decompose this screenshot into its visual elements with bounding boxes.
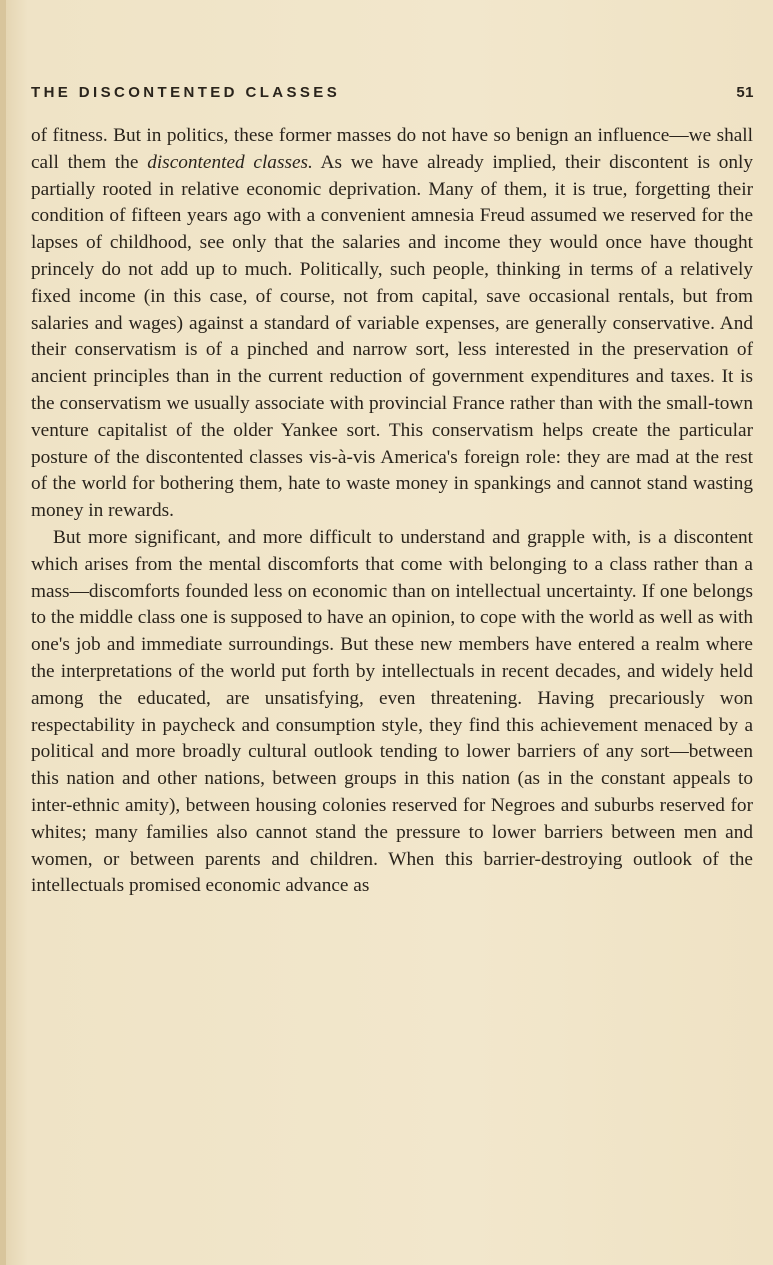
paragraph: But more significant, and more difficult to understand and grapple with, is a discontent which arises from the mental discomforts that come with belonging to a class rather than a mass—discomforts founded less on economic than on intellectual uncertainty. If one belongs to the middle class one is supposed to have an opinion, to cope with the world as well as with one's job and immediate surroundings. But these new members have entered a realm where the interpretations of the world put forth by intellectuals in recent decades, and widely held among the educated, are unsatisfying, even threatening. Having precariously won respectability in paycheck and consumption style, they find this achievement menaced by a political and more broadly cultural outlook tending to lower barriers of any sort—between this nation and other nations, between groups in this nation (as in the constant appeals to inter-ethnic amity), between housing colonies reserved for Negroes and suburbs reserved for whites; many families also cannot stand the pressure to lower barriers between men and women, or between parents and children. When this barrier-destroying outlook of the intellectuals promised economic advance as xyxy=(31,526,753,897)
page-gutter xyxy=(0,0,6,1265)
paragraph-1-start: of fitness. But in politics, these former masses do not have so benign an influence—we shall call them the xyxy=(31,125,753,173)
italic-term: discontented classes. xyxy=(147,151,313,173)
running-title: THE DISCONTENTED CLASSES xyxy=(31,84,341,101)
body-text xyxy=(31,123,753,900)
paragraph-1-rest: As we have already implied, their discontent is only partially rooted in relative economic deprivation. Many of them, it is true, forgetting their condition of fifteen years ago with a convenient amnesia Freud assumed we reserved for the lapses of childhood, see only that the salaries and income they would once have thought princely do not add up to much. Politically, such people, thinking in terms of a relatively fixed income (in this case, of course, not from capital, save occasional rentals, but from salaries and wages) against a standard of variable expenses, are generally conservative. And their conservatism is of a pinched and narrow sort, less interested in the preservation of ancient principles than in the current reduction of government expenditures and taxes. It is the conservatism we usually associate with provincial France rather than with the small-town venture capitalist of the older Yankee sort. This conservatism helps create the particular posture of the discontented classes vis-à-vis America's foreign role: they are mad at the rest of the world for bothering them, hate to waste money in spankings and cannot stand wasting money in rewards. xyxy=(31,151,754,522)
page-number: 51 xyxy=(736,84,754,101)
paragraph xyxy=(31,123,753,525)
running-head xyxy=(31,84,754,108)
